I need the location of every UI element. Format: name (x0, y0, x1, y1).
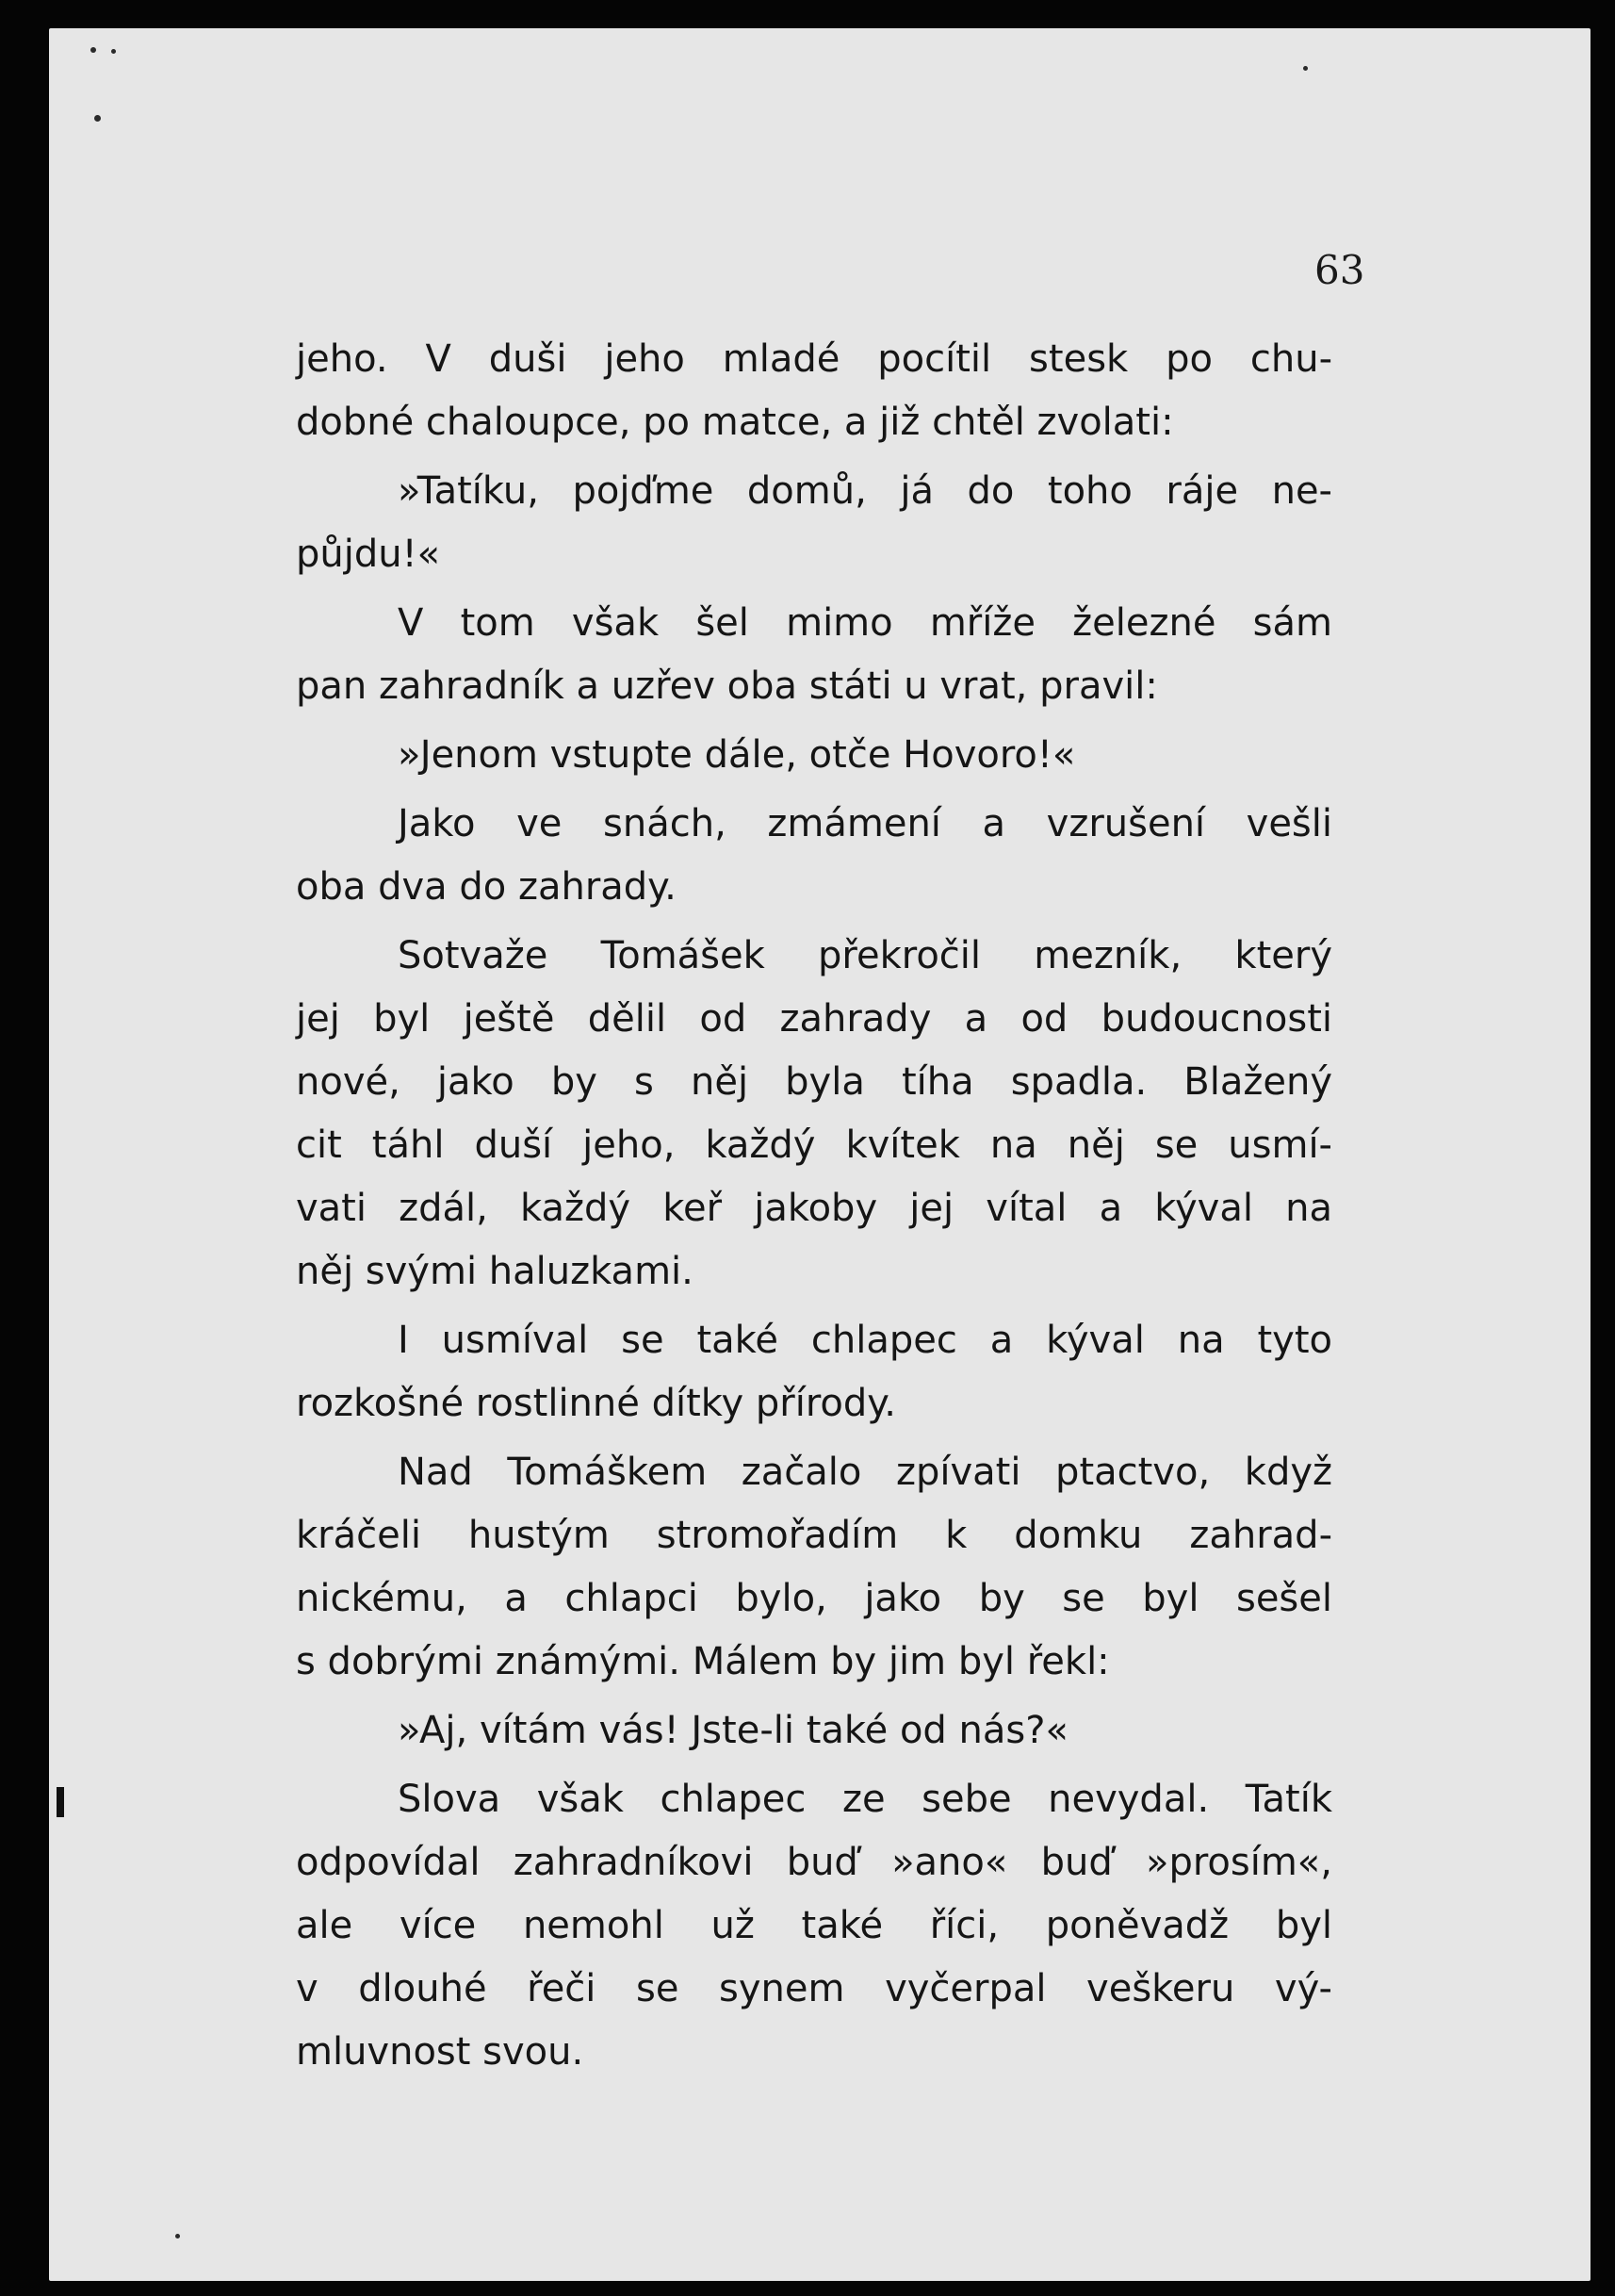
scan-speck (175, 2234, 180, 2239)
scan-speck (94, 115, 101, 122)
scan-speck (111, 49, 116, 54)
paragraph (296, 1441, 1332, 1694)
text-line: nové, jako by s něj byla tíha spadla. Blažený (296, 1060, 1332, 1104)
text-line: jej byl ještě dělil od zahrady a od budoucnosti (296, 997, 1332, 1041)
text-line: Nad Tomáškem začalo zpívati ptactvo, když (398, 1451, 1332, 1494)
paragraph (296, 328, 1332, 454)
text-line: »Aj, vítám vás! Jste-li také od nás?« (398, 1709, 1069, 1752)
text-line: kráčeli hustým stromořadím k domku zahrad- (296, 1514, 1332, 1557)
text-line: odpovídal zahradníkovi buď »ano« buď »prosím«, (296, 1841, 1332, 1884)
scan-speck (90, 47, 96, 53)
text-line: oba dva do zahrady. (296, 865, 677, 909)
text-line: ale více nemohl už také říci, poněvadž byl (296, 1904, 1332, 1947)
text-line: půjdu!« (296, 533, 441, 576)
scan-speck (1303, 66, 1308, 71)
page-number: 63 (1314, 247, 1365, 293)
text-line: jeho. V duši jeho mladé pocítil stesk po chu- (296, 337, 1332, 381)
paragraph (296, 1699, 1332, 1763)
text-line: mluvnost svou. (296, 2030, 584, 2074)
text-line: V tom však šel mimo mříže železné sám (398, 601, 1332, 645)
paragraph (296, 460, 1332, 586)
text-line: »Jenom vstupte dále, otče Hovoro!« (398, 733, 1076, 777)
paragraph (296, 1768, 1332, 2084)
text-line: rozkošné rostlinné dítky přírody. (296, 1382, 896, 1425)
text-line: v dlouhé řeči se synem vyčerpal veškeru vý- (296, 1967, 1332, 2010)
paragraph (296, 724, 1332, 787)
text-line: Slova však chlapec ze sebe nevydal. Tatík (398, 1778, 1332, 1821)
paragraph (296, 925, 1332, 1304)
text-line: dobné chaloupce, po matce, a již chtěl zvolati: (296, 401, 1174, 444)
text-line: něj svými haluzkami. (296, 1250, 693, 1293)
text-line: »Tatíku, pojďme domů, já do toho ráje ne- (398, 469, 1332, 513)
text-line: Jako ve snách, zmámení a vzrušení vešli (398, 802, 1332, 845)
text-line: s dobrými známými. Málem by jim byl řekl: (296, 1640, 1110, 1683)
text-line: cit táhl duší jeho, každý kvítek na něj se usmí- (296, 1123, 1332, 1167)
body-text (296, 328, 1332, 2090)
text-line: I usmíval se také chlapec a kýval na tyto (398, 1319, 1332, 1362)
paragraph (296, 793, 1332, 919)
text-line: vati zdál, každý keř jakoby jej vítal a kýval na (296, 1187, 1332, 1230)
paragraph (296, 592, 1332, 718)
paragraph (296, 1309, 1332, 1435)
text-line: nickému, a chlapci bylo, jako by se byl sešel (296, 1577, 1332, 1620)
scan-edge-mark (57, 1787, 64, 1817)
text-line: Sotvaže Tomášek překročil mezník, který (398, 934, 1332, 977)
text-line: pan zahradník a uzřev oba státi u vrat, pravil: (296, 664, 1158, 708)
